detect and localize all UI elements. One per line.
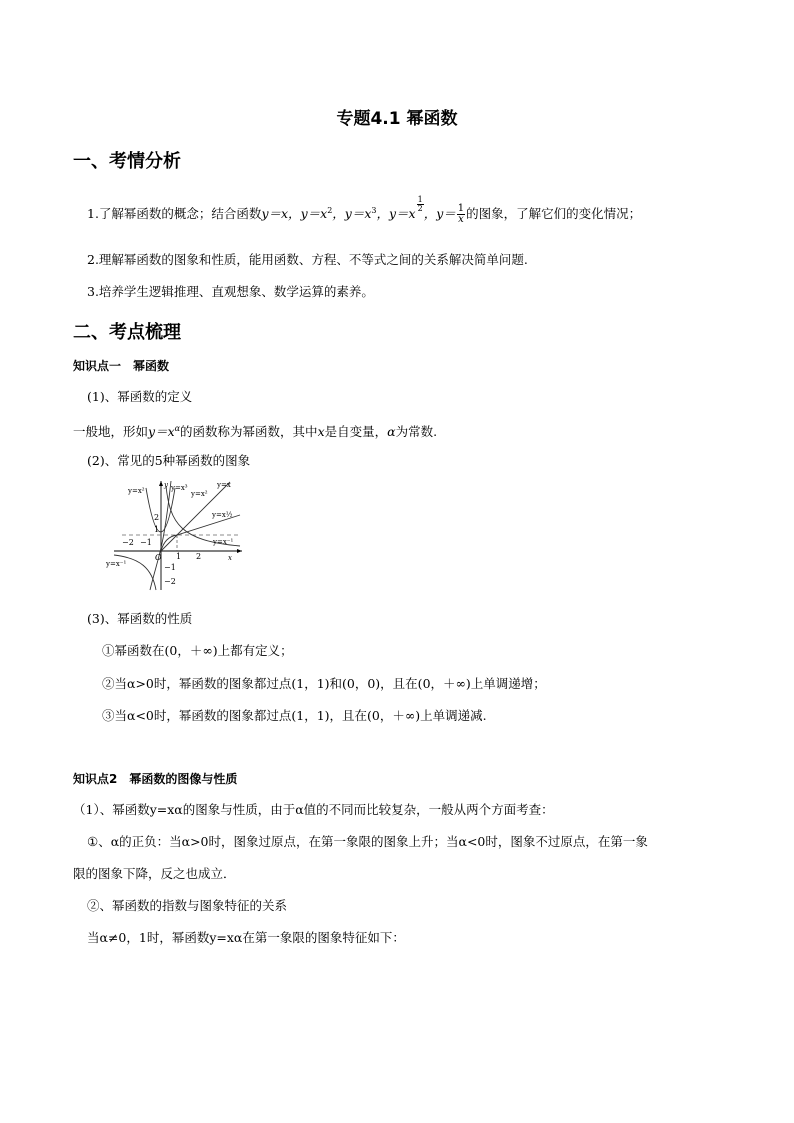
- property-1: ①幂函数在(0，＋∞)上都有定义；: [102, 643, 293, 658]
- kp2-paragraph-1: （1）、幂函数y=xα的图象与性质，由于α值的不同而比较复杂，一般从两个方面考查：: [73, 802, 554, 817]
- exp-half: $\frac{1}{2}$: [417, 195, 423, 214]
- property-3: ③当α<0时，幂函数的图象都过点(1，1)，且在(0，＋∞)上单调递减.: [102, 708, 487, 723]
- label-y-inv-left: y=x⁻¹: [106, 560, 127, 568]
- item1-prefix: 1.了解幂函数的概念；结合函数: [87, 206, 262, 222]
- label-y-x3: y=x³: [171, 484, 188, 492]
- knowledge-point-2-title: 知识点2 幂函数的图像与性质: [73, 772, 238, 786]
- tick-x-2: 2: [196, 552, 202, 561]
- tick-x-neg1: −1: [140, 538, 152, 547]
- fn-y-x: y＝x，: [261, 206, 301, 222]
- tick-x-1: 1: [176, 552, 182, 561]
- definition-text: 一般地，形如$y=x^\alpha$的函数称为幂函数，其中x是自变量，α为常数.: [73, 424, 438, 440]
- label-y-sqrt: y=x½: [212, 511, 233, 519]
- fn-y-inv: ，y＝: [423, 206, 456, 222]
- x-axis-arrow: [237, 549, 242, 553]
- exp-3: 3: [371, 206, 377, 215]
- analysis-item-2: 2.理解幂函数的图象和性质，能用函数、方程、不等式之间的关系解决简单问题.: [87, 252, 528, 267]
- exp-2: 2: [327, 206, 333, 215]
- tick-y-2: 2: [154, 513, 160, 522]
- tick-x-neg2: −2: [122, 538, 134, 547]
- kp2-paragraph-3: ②、幂函数的指数与图象特征的关系: [87, 898, 288, 913]
- tick-y-1: 1: [154, 525, 160, 534]
- section2-heading: 二、考点梳理: [73, 322, 181, 343]
- label-y-x2-right: y=x²: [191, 490, 208, 498]
- kp2-paragraph-2b: 限的图象下降，反之也成立．: [73, 866, 236, 881]
- page-title: 专题4.1 幂函数: [336, 109, 458, 129]
- x-axis-label: x: [228, 554, 232, 562]
- fn-y-x3: ，y＝x: [332, 206, 372, 222]
- y-axis-arrow: [159, 481, 163, 486]
- tick-y-neg2: −2: [164, 577, 176, 586]
- property-2: ②当α>0时，幂函数的图象都过点(1，1)和(0，0)，且在(0，＋∞)上单调递增；: [102, 676, 546, 691]
- fn-y-sqrt: ，y＝x: [376, 206, 416, 222]
- kp2-paragraph-2a: ①、α的正负：当α>0时，图象过原点，在第一象限的图象上升；当α<0时，图象不过原点，在第一象: [87, 834, 648, 849]
- section1-heading: 一、考情分析: [73, 151, 181, 172]
- properties-heading: (3)、幂函数的性质: [87, 611, 193, 626]
- label-y-x2: y=x²: [128, 487, 145, 495]
- fn-y-x2: y＝x: [300, 206, 328, 222]
- y-axis-label: y: [164, 481, 168, 489]
- analysis-item-3: 3.培养学生逻辑推理、直观想象、数学运算的素养。: [87, 284, 374, 299]
- tick-y-neg1: −1: [164, 563, 176, 572]
- kp2-paragraph-4: 当α≠0，1时，幂函数y=xα在第一象限的图象特征如下：: [87, 930, 405, 945]
- frac-one-over-x: $\frac{1}{x}$: [457, 203, 465, 226]
- label-y-x: y=x: [217, 481, 231, 489]
- knowledge-point-1-title: 知识点一 幂函数: [73, 359, 170, 373]
- label-y-inv: y=x⁻¹: [213, 538, 234, 546]
- item1-suffix: 的图象，了解它们的变化情况；: [466, 206, 642, 222]
- power-function-graph: [100, 478, 245, 593]
- definition-heading: (1)、幂函数的定义: [87, 389, 193, 404]
- analysis-item-1: [87, 195, 642, 229]
- origin-label: O: [155, 553, 162, 562]
- graphs-heading: (2)、常见的5种幂函数的图象: [87, 453, 251, 468]
